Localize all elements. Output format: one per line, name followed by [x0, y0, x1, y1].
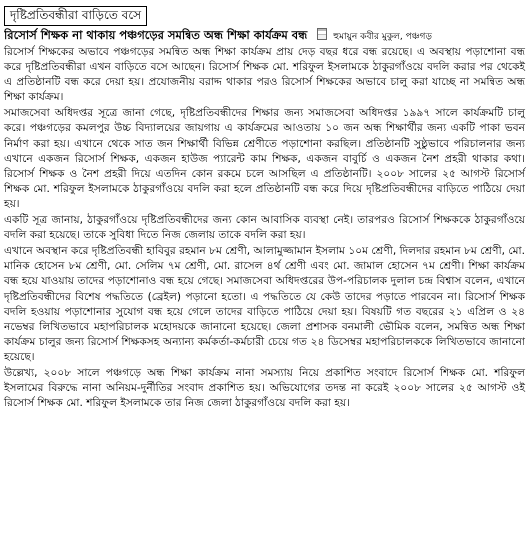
- article-paragraph: এখানে অবস্থান করে দৃষ্টিপ্রতিবন্ধী হাবিবুর রহমান ৮ম শ্রেণী, আলামুজ্জামান ইসলাম ১০ম শ্রেণী, দিলদার রহমান ৮ম শ্রেণী, মো. মানিক হোসেন ৮ম শ্রেণী, মো. সেলিম ৭ম শ্রেণী, মো. রাসেল ৪র্থ শ্রেণী এবং মো. জামাল হোসেন ৭ম শ্রেণী। শিক্ষা কার্যক্রম বন্ধ হয়ে যাওয়ায় তাদের পড়াশোনাও বন্ধ হয়ে গেছে। সমাজসেবা অধিদপ্তরের উপ-পরিচালক দুলাল চন্দ্র বিশ্বাস বলেন, এখানে দৃষ্টিপ্রতিবন্ধীদের বিশেষ পদ্ধতিতে (ব্রেইল) পড়ানো হতো। এ পদ্ধতিতে যে কেউ তাদের পড়াতে পারবেন না। রিসোর্স শিক্ষক বদলি হওয়ায় পড়াশোনার সুযোগ বন্ধ হয়ে গেলে তাদের বাড়িতে পাঠিয়ে দেয়া হয়। বিষয়টি গত বছরের ২১ এপ্রিল ও ২৪ নভেম্বর লিখিতভাবে মহাপরিচালক মহোদয়কে জানানো হয়েছে। জেলা প্রশাসক বনমালী ভৌমিক বলেন, সমন্বিত অন্ধ শিক্ষা কার্যক্রম চালুর জন্য রিসোর্স শিক্ষকসহ অন্যান্য কর্মকর্তা-কর্মচারী চেয়ে গত ২৪ ডিসেম্বর মহাপরিচালককে লিখিতভাবে জানানো হয়েছে।: [4, 245, 525, 363]
- article-paragraph: একটি সূত্র জানায়, ঠাকুরগাঁওয়ে দৃষ্টিপ্রতিবন্ধীদের জন্য কোন আবাসিক ব্যবস্থা নেই। তারপরও রিসোর্স শিক্ষককে ঠাকুরগাঁওয়ে বদলি করা হয়েছে। তাকে সুবিধা দিতে নিজ জেলায় তাকে বদলি করা হয়।: [4, 214, 525, 242]
- article-paragraph: উল্লেখ্য, ২০০৮ সালে পঞ্চগড়ে অন্ধ শিক্ষা কার্যক্রম নানা সমস্যায় নিয়ে প্রকাশিত সংবাদে রিসোর্স শিক্ষক মো. শরিফুল ইসলামের বিরুদ্ধে নানা অনিয়ম-দুর্নীতির সংবাদ প্রকাশিত হয়। অভিযোগের তদন্ত না করেই ২০০৮ সালের ২৫ আগস্ট ওই রিসোর্স শিক্ষক মো. শরিফুল ইসলামকে তার নিজ জেলা ঠাকুরগাঁওয়ে বদলি করা হয়।: [4, 366, 525, 410]
- article-kicker: দৃষ্টিপ্রতিবন্ধীরা বাড়িতে বসে: [4, 6, 147, 26]
- article-headline: রিসোর্স শিক্ষক না থাকায় পঞ্চগড়ের সমন্বিত অন্ধ শিক্ষা কার্যক্রম বন্ধ: [4, 28, 308, 42]
- article-paragraph: সমাজসেবা অধিদপ্তর সূত্রে জানা গেছে, দৃষ্টিপ্রতিবন্ধীদের শিক্ষার জন্য সমাজসেবা অধিদপ্তর ১৯৯৭ সালে কার্যক্রমটি চালু করে। পঞ্চগড়ের কমলপুর উচ্চ বিদ্যালয়ের জায়গায় এ কার্যক্রমের আওতায় ১০ জন অন্ধ শিক্ষার্থীর জন্য একটি পাকা ভবন নির্মাণ করা হয়। এখানে থেকে সাত জন শিক্ষার্থী বিভিন্ন শ্রেণীতে পড়াশোনা করছিল। প্রতিষ্ঠানটি সুষ্ঠুভাবে পরিচালনার জন্য এখানে একজন রিসোর্স শিক্ষক, একজন হাউজ প্যারেন্ট কাম শিক্ষক, একজন বাবুর্চি ও একজন নৈশ প্রহরী থাকার কথা। রিসোর্স শিক্ষক ও নৈশ প্রহরী দিয়ে এতদিন কোন রকমে চলে আসছিল এ প্রতিষ্ঠানটি। ২০০৮ সালের ২৫ আগস্ট রিসোর্স শিক্ষক মো. শরিফুল ইসলামকে ঠাকুরগাঁওয়ে বদলি করা হলে প্রতিষ্ঠানটি বন্ধ করে দিয়ে দৃষ্টিপ্রতিবন্ধীদের বাড়িতে পাঠিয়ে দেয়া হয়।: [4, 107, 525, 210]
- article-byline: হুমায়ুন কবীর মুকুল, পঞ্চগড়: [333, 32, 432, 42]
- article-paragraph: রিসোর্স শিক্ষকের অভাবে পঞ্চগড়ের সমন্বিত অন্ধ শিক্ষা কার্যক্রম প্রায় দেড় বছর ধরে বন্ধ রয়েছে। এ অবস্থায় পড়াশোনা বন্ধ করে দৃষ্টিপ্রতিবন্ধীরা এখন বাড়িতে বসে আছেন। রিসোর্স শিক্ষক মো. শরিফুল ইসলামকে ঠাকুরগাঁওয়ে বদলি করার পর থেকেই এ প্রতিষ্ঠানটি বন্ধ করে দেয়া হয়। প্রযোজনীয় বরাদ্দ থাকার পরও রিসোর্স শিক্ষকের অভাবে চালু করা যাচ্ছে না সমন্বিত অন্ধ শিক্ষা কার্যক্রম।: [4, 46, 525, 104]
- document-icon: [317, 28, 327, 40]
- headline-row: [4, 28, 525, 45]
